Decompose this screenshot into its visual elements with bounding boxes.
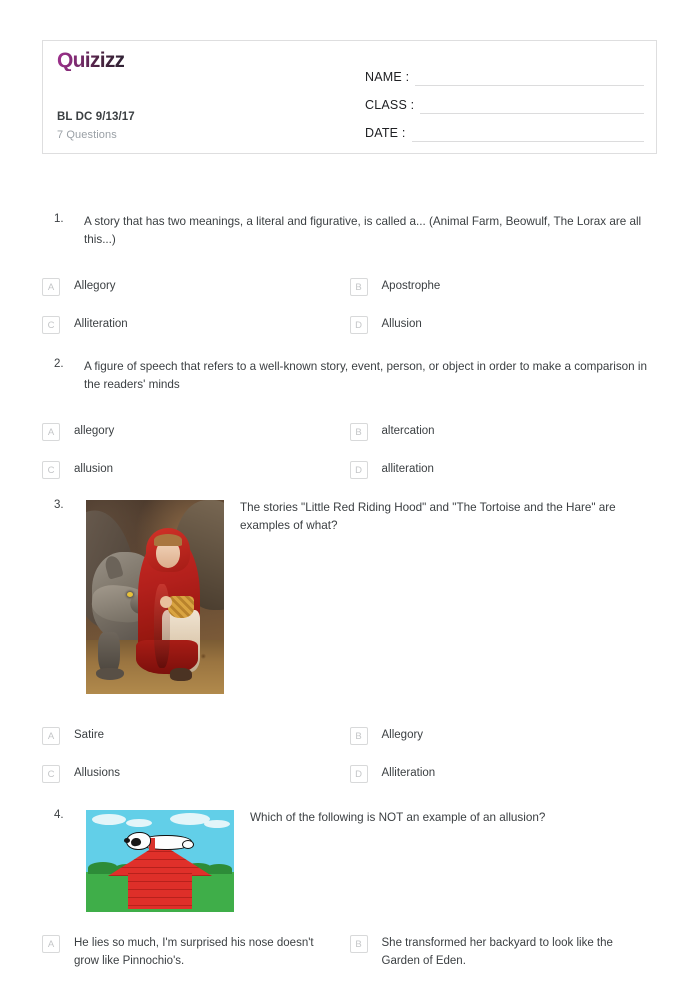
option-2-a[interactable] <box>42 422 350 441</box>
option-row <box>42 764 657 783</box>
question-2 <box>42 357 657 394</box>
option-label: allegory <box>74 425 115 437</box>
option-letter-badge: A <box>42 278 60 296</box>
snoopy-foot <box>182 840 194 849</box>
question-4-options <box>42 934 657 971</box>
question-1-options <box>42 277 657 334</box>
option-letter-badge: C <box>42 765 60 783</box>
question-2-head <box>42 357 657 394</box>
question-3 <box>42 498 657 696</box>
little-red-riding-hood-artwork <box>86 500 224 694</box>
option-2-c[interactable] <box>42 460 350 479</box>
snoopy-doghouse-illustration <box>84 808 236 914</box>
little-red-riding-hood-illustration <box>84 498 226 696</box>
question-1-body <box>84 212 657 249</box>
question-3-text: The stories "Little Red Riding Hood" and "The Tortoise and the Hare" are examples of what? <box>240 501 616 533</box>
quizizz-logo: Quizizz <box>57 49 125 72</box>
option-4-b[interactable] <box>350 934 658 971</box>
question-2-text: A figure of speech that refers to a well-known story, event, person, or object in order to make a comparison in the readers' minds <box>84 360 648 392</box>
option-letter-badge: D <box>350 765 368 783</box>
bush <box>206 864 232 874</box>
option-1-b[interactable] <box>350 277 658 296</box>
question-3-number: 3. <box>54 499 64 511</box>
question-2-number: 2. <box>54 358 64 370</box>
option-row <box>42 934 657 971</box>
option-1-c[interactable] <box>42 315 350 334</box>
cloud-icon <box>92 814 126 825</box>
class-field-row <box>365 86 644 114</box>
option-2-b[interactable] <box>350 422 658 441</box>
cloud-icon <box>126 819 152 827</box>
class-input-line[interactable] <box>420 93 644 114</box>
question-4-body <box>84 808 657 914</box>
option-2-d[interactable] <box>350 460 658 479</box>
option-letter-badge: B <box>350 935 368 953</box>
name-field-row <box>365 58 644 86</box>
question-1 <box>42 212 657 249</box>
option-3-b[interactable] <box>350 726 658 745</box>
wicker-basket <box>168 596 194 618</box>
snoopy-nose <box>124 838 130 843</box>
brand-block <box>57 50 357 72</box>
snoopy-doghouse-artwork <box>86 810 234 912</box>
option-letter-badge: D <box>350 461 368 479</box>
option-3-c[interactable] <box>42 764 350 783</box>
option-letter-badge: A <box>42 727 60 745</box>
option-letter-badge: D <box>350 316 368 334</box>
worksheet-header-card <box>42 40 657 154</box>
option-row <box>42 726 657 745</box>
option-letter-badge: B <box>350 423 368 441</box>
option-1-d[interactable] <box>350 315 658 334</box>
question-1-text: A story that has two meanings, a literal and figurative, is called a... (Animal Farm, Beowulf, The Lorax are all this...) <box>84 215 642 247</box>
option-letter-badge: C <box>42 316 60 334</box>
option-letter-badge: C <box>42 461 60 479</box>
student-meta-fields <box>365 58 644 142</box>
question-3-head <box>42 498 657 696</box>
class-field-label: CLASS : <box>365 98 415 112</box>
option-label: Satire <box>74 729 105 741</box>
option-letter-badge: A <box>42 423 60 441</box>
girl-hair <box>154 534 182 546</box>
question-1-head <box>42 212 657 249</box>
question-4-head <box>42 808 657 914</box>
option-4-a[interactable] <box>42 934 350 971</box>
name-input-line[interactable] <box>415 65 644 86</box>
question-3-body <box>84 498 657 696</box>
option-label: allusion <box>74 463 113 475</box>
option-row <box>42 315 657 334</box>
option-row <box>42 460 657 479</box>
option-label: Allusion <box>381 318 422 330</box>
question-3-options <box>42 726 657 783</box>
option-label: Allegory <box>74 280 116 292</box>
option-1-a[interactable] <box>42 277 350 296</box>
option-row <box>42 422 657 441</box>
option-row <box>42 277 657 296</box>
option-label: Allusions <box>74 767 121 779</box>
date-input-line[interactable] <box>412 121 644 142</box>
option-letter-badge: A <box>42 935 60 953</box>
option-label: He lies so much, I'm surprised his nose doesn't grow like Pinnochio's. <box>74 937 314 967</box>
question-4-text: Which of the following is NOT an example of an allusion? <box>250 811 546 824</box>
girl-hand <box>160 596 172 608</box>
question-2-body <box>84 357 657 394</box>
question-1-number: 1. <box>54 213 64 225</box>
wolf-eye <box>127 592 133 597</box>
question-4 <box>42 808 657 914</box>
girl-shoe <box>170 668 192 681</box>
option-3-a[interactable] <box>42 726 350 745</box>
option-label: Alliteration <box>74 318 128 330</box>
option-label: Apostrophe <box>381 280 441 292</box>
question-count-label: 7 Questions <box>57 129 117 141</box>
quiz-title: BL DC 9/13/17 <box>57 111 135 123</box>
wolf-paw <box>96 668 124 680</box>
option-label: altercation <box>381 425 435 437</box>
name-field-label: NAME : <box>365 70 410 84</box>
option-letter-badge: B <box>350 727 368 745</box>
option-letter-badge: B <box>350 278 368 296</box>
option-3-d[interactable] <box>350 764 658 783</box>
question-4-number: 4. <box>54 809 64 821</box>
option-label: Alliteration <box>381 767 436 779</box>
date-field-label: DATE : <box>365 126 406 140</box>
cloud-icon <box>204 820 230 828</box>
doghouse-planks <box>128 873 192 909</box>
option-label: She transformed her backyard to look like the Garden of Eden. <box>381 937 613 967</box>
date-field-row <box>365 114 644 142</box>
option-label: Allegory <box>381 729 424 741</box>
question-2-options <box>42 422 657 479</box>
option-label: alliteration <box>381 463 434 475</box>
